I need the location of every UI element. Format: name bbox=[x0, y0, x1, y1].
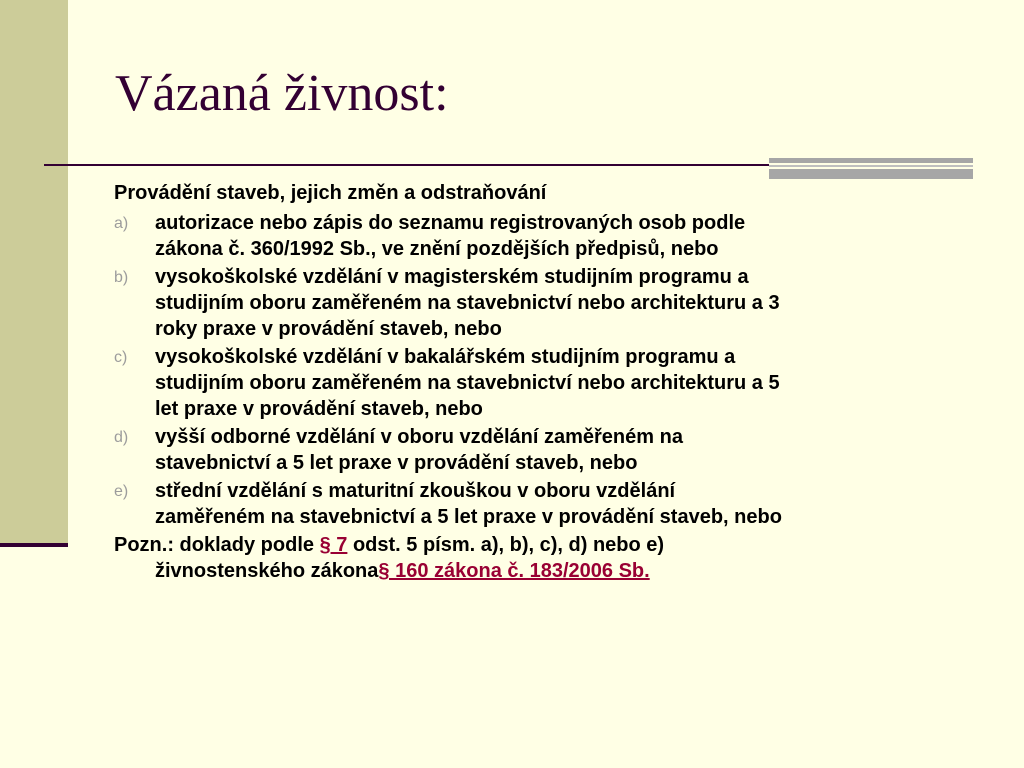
list-item-b bbox=[114, 264, 994, 342]
list-item-e bbox=[114, 478, 994, 530]
list-marker: e) bbox=[114, 483, 129, 500]
note-line-2 bbox=[114, 558, 994, 584]
item-text-line: střední vzdělání s maturitní zkouškou v oboru vzdělání bbox=[155, 480, 676, 502]
slide-content bbox=[114, 180, 994, 584]
list-marker: a) bbox=[114, 215, 129, 232]
slide-title: Vázaná živnost: bbox=[115, 65, 449, 122]
item-text-line: vyšší odborné vzdělání v oboru vzdělání zaměřeném na bbox=[155, 426, 683, 448]
note-middle: odst. 5 písm. a), b), c), d) nebo e) bbox=[347, 534, 665, 556]
item-text-line: vysokoškolské vzdělání v bakalářském studijním programu a bbox=[155, 346, 736, 368]
list-item-a bbox=[114, 210, 994, 262]
list-item-d bbox=[114, 424, 994, 476]
item-text-line: roky praxe v provádění staveb, nebo bbox=[155, 318, 502, 340]
item-text-line: studijním oboru zaměřeném na stavebnictví nebo architekturu a 3 bbox=[155, 292, 780, 314]
accent-bar-middle bbox=[769, 165, 973, 167]
law-183-2006-link[interactable]: § 160 zákona č. 183/2006 Sb. bbox=[378, 560, 650, 582]
note bbox=[114, 532, 994, 584]
list-marker: d) bbox=[114, 429, 129, 446]
accent-bar-bottom bbox=[769, 169, 973, 179]
item-text-line: stavebnictví a 5 let praxe v provádění staveb, nebo bbox=[155, 452, 638, 474]
accent-bars bbox=[769, 158, 973, 179]
side-band bbox=[0, 0, 68, 545]
item-text-line: autorizace nebo zápis do seznamu registrovaných osob podle bbox=[155, 212, 746, 234]
side-band-rule bbox=[0, 543, 68, 547]
list-marker: b) bbox=[114, 269, 129, 286]
requirements-list bbox=[114, 210, 994, 530]
intro-text: Provádění staveb, jejich změn a odstraňování bbox=[114, 182, 547, 204]
list-marker: c) bbox=[114, 349, 128, 366]
item-text-line: vysokoškolské vzdělání v magisterském studijním programu a bbox=[155, 266, 749, 288]
item-text-line: studijním oboru zaměřeném na stavebnictví nebo architekturu a 5 bbox=[155, 372, 780, 394]
note-prefix: Pozn.: doklady podle bbox=[114, 534, 320, 556]
note-law-text: živnostenského zákona bbox=[155, 560, 379, 582]
item-text-line: let praxe v provádění staveb, nebo bbox=[155, 398, 483, 420]
note-line-1 bbox=[114, 532, 994, 558]
paragraph-7-link[interactable]: § 7 bbox=[319, 534, 348, 556]
item-text-line: zaměřeném na stavebnictví a 5 let praxe v provádění staveb, nebo bbox=[155, 506, 782, 528]
list-item-c bbox=[114, 344, 994, 422]
title-rule bbox=[44, 164, 769, 166]
item-text-line: zákona č. 360/1992 Sb., ve znění pozdějších předpisů, nebo bbox=[155, 238, 719, 260]
accent-bar-top bbox=[769, 158, 973, 163]
